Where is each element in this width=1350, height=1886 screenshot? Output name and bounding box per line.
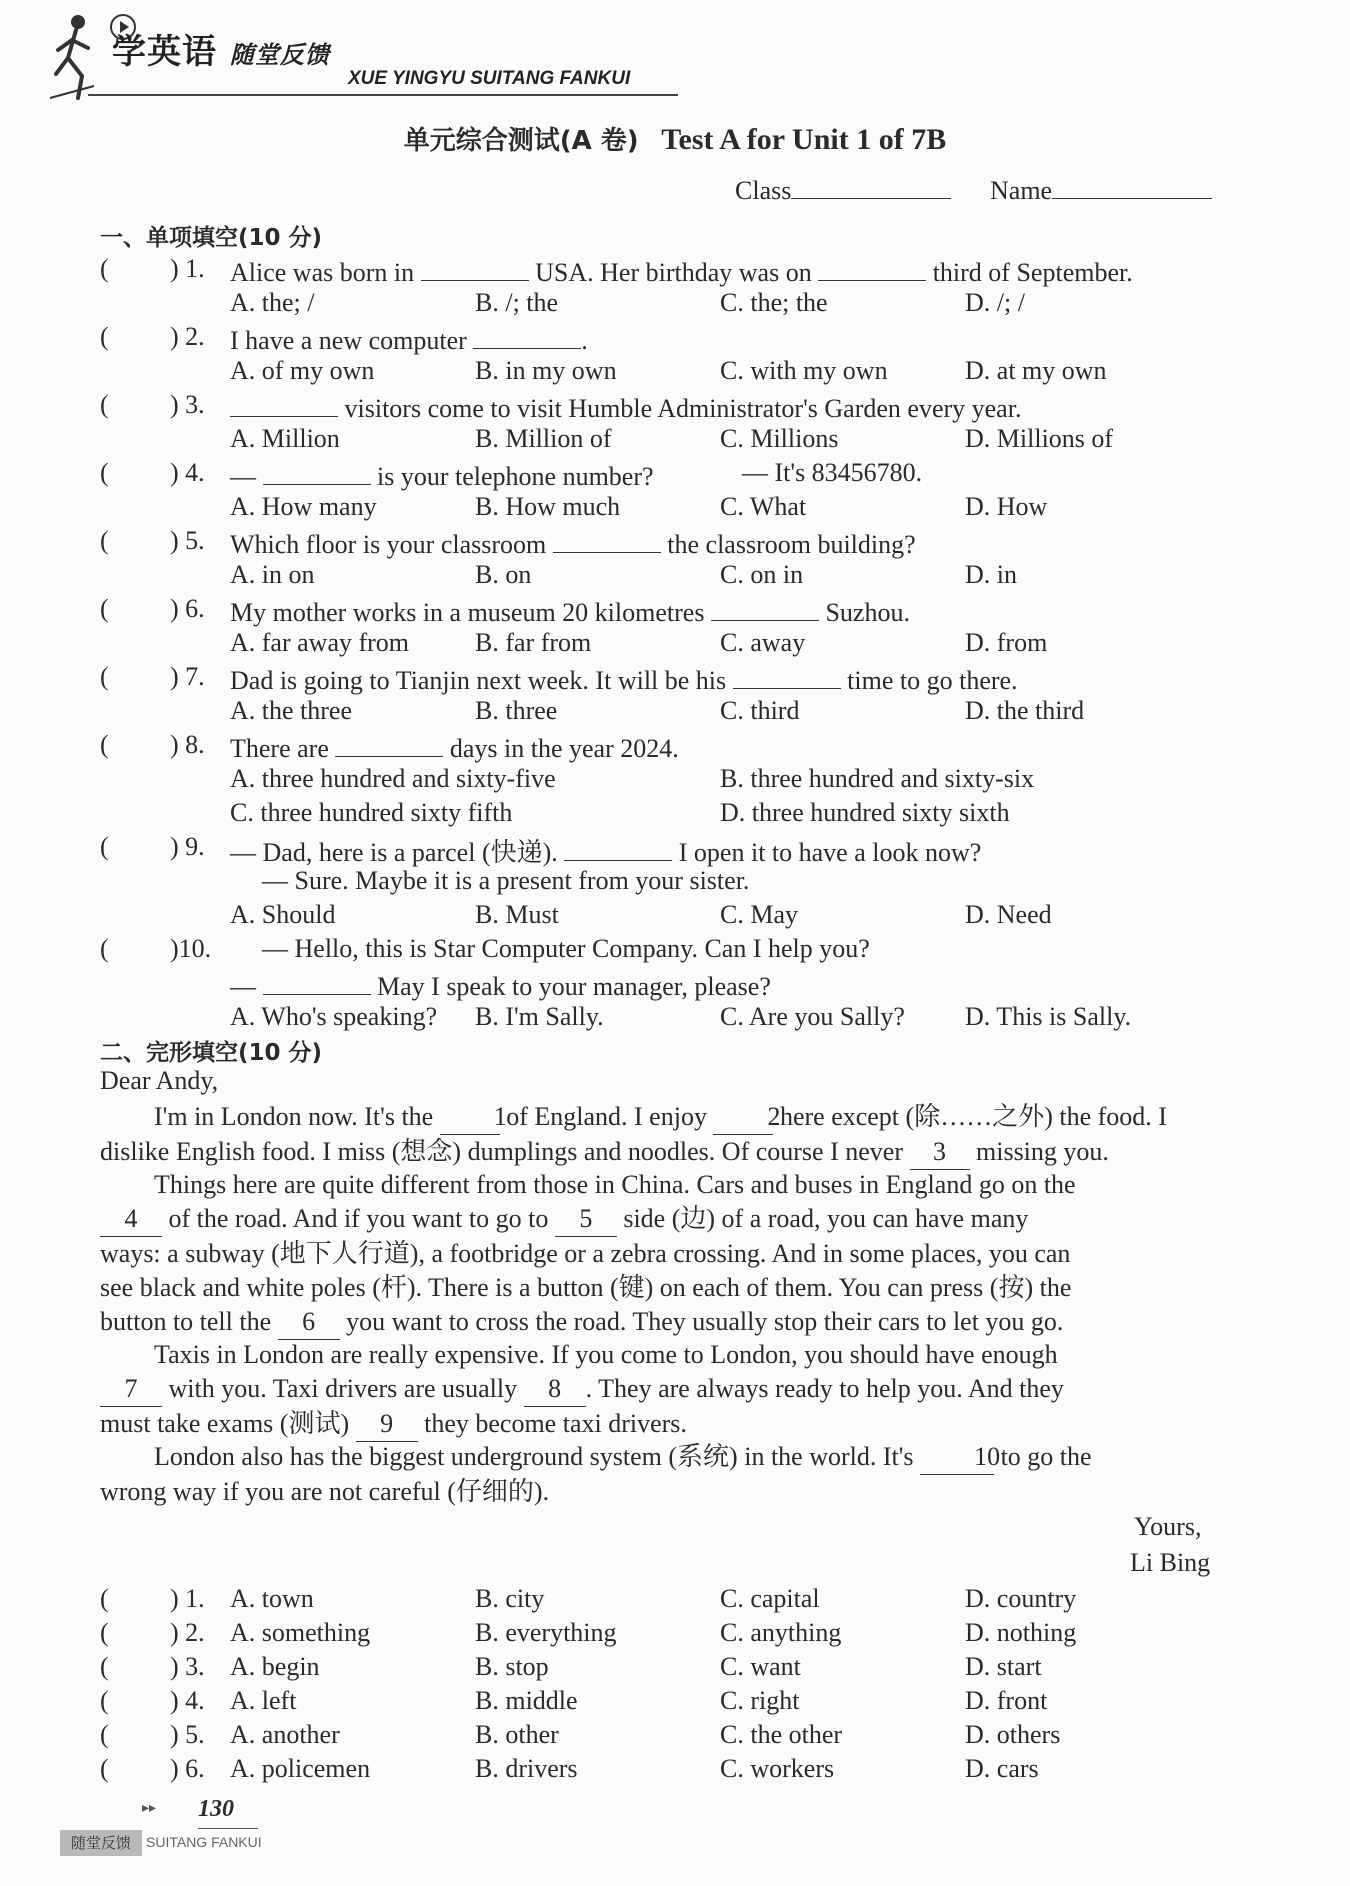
q10-stem: — Hello, this is Star Computer Company. Can I help you? xyxy=(262,934,870,963)
cloze-q5-option-d: D. others xyxy=(965,1720,1061,1749)
q7-number: ) 7. xyxy=(170,662,205,691)
q2-stem: I have a new computer . xyxy=(230,322,588,356)
cloze-q3-paren[interactable]: ( xyxy=(100,1652,109,1681)
q4-option-a: A. How many xyxy=(230,492,377,521)
q2-paren[interactable]: ( xyxy=(100,322,109,351)
q3-option-b: B. Million of xyxy=(475,424,612,453)
q1-option-b: B. /; the xyxy=(475,288,559,317)
cloze-q3-option-c: C. want xyxy=(720,1652,801,1681)
q6-stem: My mother works in a museum 20 kilometres Suzhou. xyxy=(230,594,910,628)
double-arrow-icon: ▸▸ xyxy=(142,1801,157,1816)
cloze-q2-option-c: C. anything xyxy=(720,1618,842,1647)
q9-paren[interactable]: ( xyxy=(100,832,109,861)
name-field[interactable]: Name xyxy=(990,172,1212,206)
section2-heading: 二、完形填空(10 分) xyxy=(100,1040,323,1066)
q9-stem: — Dad, here is a parcel (快递). I open it to have a look now? xyxy=(230,832,981,869)
q4-answer-line: — It's 83456780. xyxy=(742,458,923,487)
cloze-q6-option-a: A. policemen xyxy=(230,1754,371,1783)
cloze-q2-option-b: B. everything xyxy=(475,1618,617,1647)
q9-number: ) 9. xyxy=(170,832,205,861)
letter-signature: Li Bing xyxy=(1130,1548,1211,1577)
q6-option-a: A. far away from xyxy=(230,628,410,657)
q10-reply: — May I speak to your manager, please? xyxy=(230,968,771,1002)
section1-heading: 一、单项填空(10 分) xyxy=(100,225,323,251)
cloze-q2-option-d: D. nothing xyxy=(965,1618,1077,1647)
q5-number: ) 5. xyxy=(170,526,205,555)
q7-stem: Dad is going to Tianjin next week. It will be his time to go there. xyxy=(230,662,1018,696)
q1-option-d: D. /; / xyxy=(965,288,1025,317)
cloze-q5-option-a: A. another xyxy=(230,1720,340,1749)
page-number-rule xyxy=(198,1828,258,1829)
q10-option-b: B. I'm Sally. xyxy=(475,1002,604,1031)
q4-option-b: B. How much xyxy=(475,492,621,521)
q8-number: ) 8. xyxy=(170,730,205,759)
q2-option-b: B. in my own xyxy=(475,356,617,385)
q1-number: ) 1. xyxy=(170,254,205,283)
q5-option-d: D. in xyxy=(965,560,1017,589)
passage-paragraph-4: London also has the biggest underground system (系统) in the world. It's 10 to go the wrong way if you are not careful (仔细的). xyxy=(100,1442,1092,1506)
q2-option-c: C. with my own xyxy=(720,356,888,385)
class-field[interactable]: Class xyxy=(735,172,951,206)
q8-option-c: C. three hundred sixty fifth xyxy=(230,798,513,827)
passage-paragraph-2: Things here are quite different from those in China. Cars and buses in England go on the 4 of the road. And if you want to go to 5 side (边) of a road, you can have many ways: a subway (地下人行道), a footbridge or a zebra crossing. And in some places, you can see black and white poles (杆). There is a button (键) on each of them. You can press (按) the button to tell the 6 you want to cross the road. They usually stop their cars to let you go. xyxy=(100,1168,1222,1340)
q9-option-b: B. Must xyxy=(475,900,559,929)
q3-option-c: C. Millions xyxy=(720,424,839,453)
q3-paren[interactable]: ( xyxy=(100,390,109,419)
q10-paren[interactable]: ( xyxy=(100,934,109,963)
q6-option-b: B. far from xyxy=(475,628,592,657)
cloze-q3-option-d: D. start xyxy=(965,1652,1042,1681)
q4-option-c: C. What xyxy=(720,492,807,521)
q5-paren[interactable]: ( xyxy=(100,526,109,555)
q7-option-c: C. third xyxy=(720,696,800,725)
cloze-q1-option-a: A. town xyxy=(230,1584,314,1613)
q4-stem: — is your telephone number? xyxy=(230,458,654,492)
cloze-q4-option-b: B. middle xyxy=(475,1686,578,1715)
q8-option-a: A. three hundred and sixty-five xyxy=(230,764,556,793)
cloze-q3-option-b: B. stop xyxy=(475,1652,549,1681)
cloze-q1-option-b: B. city xyxy=(475,1584,545,1613)
q7-option-b: B. three xyxy=(475,696,558,725)
cloze-q3-number: ) 3. xyxy=(170,1652,205,1681)
q6-option-c: C. away xyxy=(720,628,806,657)
q10-number: )10. xyxy=(170,934,212,963)
cloze-q1-option-d: D. country xyxy=(965,1584,1077,1613)
cloze-q6-option-b: B. drivers xyxy=(475,1754,578,1783)
q3-stem: visitors come to visit Humble Administrator's Garden every year. xyxy=(230,390,1021,424)
cloze-q2-paren[interactable]: ( xyxy=(100,1618,109,1647)
cloze-q1-paren[interactable]: ( xyxy=(100,1584,109,1613)
q2-option-d: D. at my own xyxy=(965,356,1107,385)
q4-paren[interactable]: ( xyxy=(100,458,109,487)
q4-number: ) 4. xyxy=(170,458,205,487)
cloze-q6-paren[interactable]: ( xyxy=(100,1754,109,1783)
q9-option-d: D. Need xyxy=(965,900,1052,929)
q9-reply: — Sure. Maybe it is a present from your sister. xyxy=(262,866,750,895)
q6-option-d: D. from xyxy=(965,628,1048,657)
cloze-q2-option-a: A. something xyxy=(230,1618,371,1647)
cloze-q6-number: ) 6. xyxy=(170,1754,205,1783)
q3-option-a: A. Million xyxy=(230,424,340,453)
q5-option-a: A. in on xyxy=(230,560,315,589)
letter-greeting: Dear Andy, xyxy=(100,1066,219,1095)
cloze-q4-number: ) 4. xyxy=(170,1686,205,1715)
q3-option-d: D. Millions of xyxy=(965,424,1114,453)
q6-paren[interactable]: ( xyxy=(100,594,109,623)
brand-subtitle: XUE YINGYU SUITANG FANKUI xyxy=(348,68,631,89)
q8-option-b: B. three hundred and sixty-six xyxy=(720,764,1035,793)
runner-logo-icon xyxy=(48,14,98,102)
cloze-q4-option-a: A. left xyxy=(230,1686,297,1715)
passage-paragraph-3: Taxis in London are really expensive. If you come to London, you should have enough 7 with you. Taxi drivers are usually 8 . They are always ready to help you. And they must take exams (测试) 9 they become taxi drivers. xyxy=(100,1338,1222,1442)
q10-option-c: C. Are you Sally? xyxy=(720,1002,905,1031)
q9-option-a: A. Should xyxy=(230,900,336,929)
q8-paren[interactable]: ( xyxy=(100,730,109,759)
q7-option-d: D. the third xyxy=(965,696,1085,725)
q7-paren[interactable]: ( xyxy=(100,662,109,691)
cloze-q4-option-d: D. front xyxy=(965,1686,1048,1715)
header-logo xyxy=(48,14,648,104)
cloze-q6-option-d: D. cars xyxy=(965,1754,1039,1783)
cloze-q5-paren[interactable]: ( xyxy=(100,1720,109,1749)
page-title: 单元综合测试(A 卷) Test A for Unit 1 of 7B xyxy=(403,123,947,156)
cloze-q5-option-c: C. the other xyxy=(720,1720,843,1749)
passage-paragraph-1: I'm in London now. It's the 1 of England. I enjoy 2 here except (除……之外) the food. I dislike English food. I miss (想念) dumplings and noodles. Of course I never 3 missing you. xyxy=(100,1100,1222,1170)
cloze-q5-option-b: B. other xyxy=(475,1720,559,1749)
footer-badge: 随堂反馈 xyxy=(60,1830,142,1856)
page-number: 130 xyxy=(198,1796,234,1822)
q5-stem: Which floor is your classroom the classroom building? xyxy=(230,526,916,560)
q8-option-d: D. three hundred sixty sixth xyxy=(720,798,1010,827)
q4-option-d: D. How xyxy=(965,492,1048,521)
cloze-q1-number: ) 1. xyxy=(170,1584,205,1613)
q1-option-c: C. the; the xyxy=(720,288,828,317)
cloze-q6-option-c: C. workers xyxy=(720,1754,835,1783)
q1-paren[interactable]: ( xyxy=(100,254,109,283)
cloze-q4-paren[interactable]: ( xyxy=(100,1686,109,1715)
cloze-q1-option-c: C. capital xyxy=(720,1584,820,1613)
letter-closing: Yours, xyxy=(1134,1512,1202,1541)
brand-title: 学英语 随堂反馈 xyxy=(112,32,330,72)
q10-option-a: A. Who's speaking? xyxy=(230,1002,438,1031)
q2-option-a: A. of my own xyxy=(230,356,375,385)
q5-option-b: B. on xyxy=(475,560,532,589)
q10-option-d: D. This is Sally. xyxy=(965,1002,1132,1031)
q1-option-a: A. the; / xyxy=(230,288,315,317)
q3-number: ) 3. xyxy=(170,390,205,419)
q1-stem: Alice was born in USA. Her birthday was on third of September. xyxy=(230,254,1133,288)
q9-option-c: C. May xyxy=(720,900,798,929)
footer-brand: SUITANG FANKUI xyxy=(146,1834,262,1850)
q8-stem: There are days in the year 2024. xyxy=(230,730,679,764)
q6-number: ) 6. xyxy=(170,594,205,623)
cloze-q2-number: ) 2. xyxy=(170,1618,205,1647)
q2-number: ) 2. xyxy=(170,322,205,351)
q5-option-c: C. on in xyxy=(720,560,804,589)
cloze-q4-option-c: C. right xyxy=(720,1686,800,1715)
q7-option-a: A. the three xyxy=(230,696,353,725)
cloze-q5-number: ) 5. xyxy=(170,1720,205,1749)
header-rule xyxy=(88,94,678,96)
cloze-q3-option-a: A. begin xyxy=(230,1652,320,1681)
